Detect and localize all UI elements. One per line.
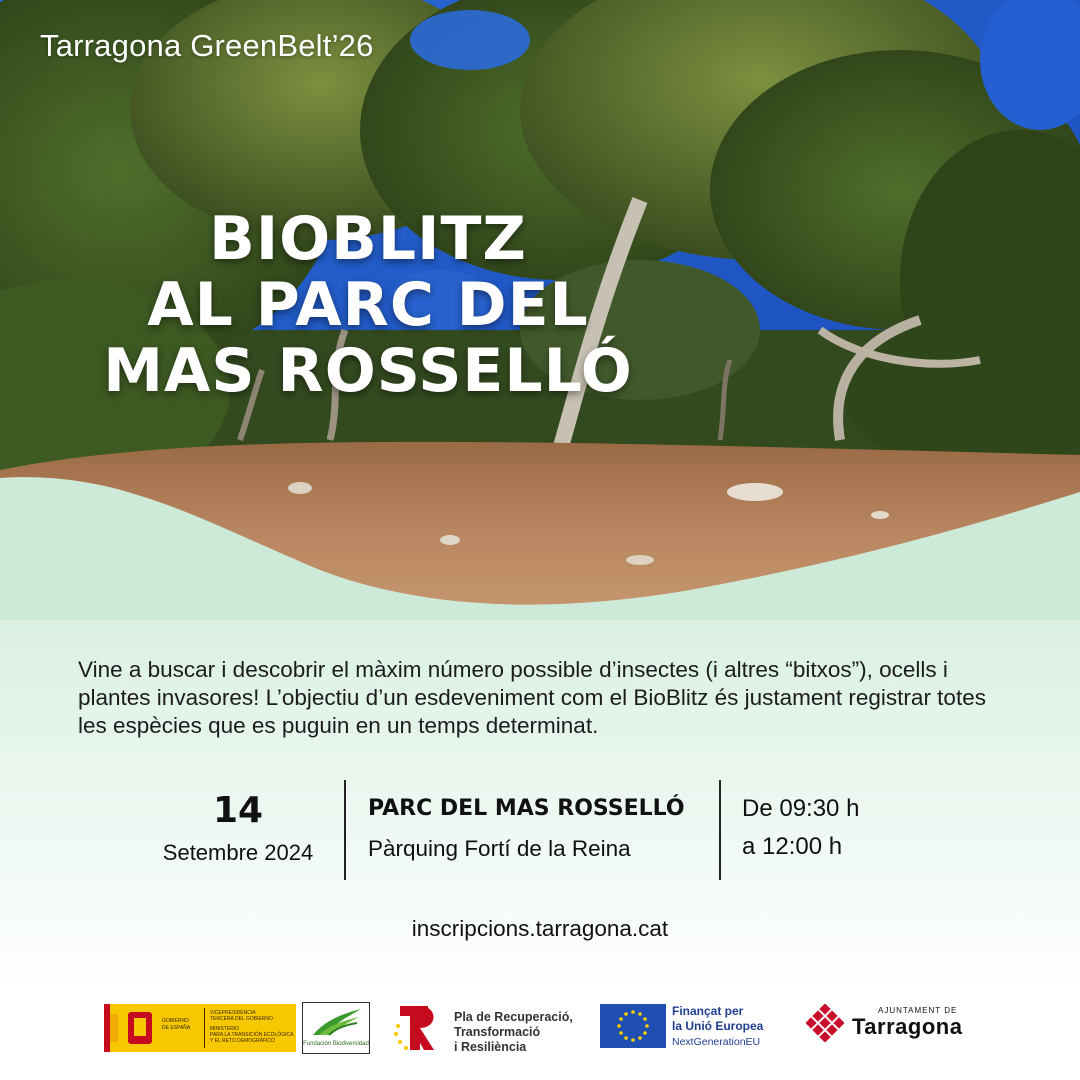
registration-link[interactable]: inscripcions.tarragona.cat: [411, 916, 669, 941]
event-month-year: Setembre 2024: [162, 840, 314, 865]
event-time-from: De 09:30 h: [742, 795, 860, 822]
eu-line-1: Finançat per: [672, 1004, 744, 1018]
gobierno-text-top: GOBIERNO: [162, 1018, 189, 1024]
eu-flag-icon: [600, 1004, 666, 1048]
gobierno-line-4: PARA LA TRANSICIÓN ECOLÓGICA: [210, 1032, 294, 1038]
divider-left: [344, 780, 346, 880]
eu-line-2: la Unió Europea: [672, 1019, 764, 1033]
prtr-logo: [390, 1002, 590, 1058]
gobierno-line-3: MINISTERIO: [210, 1026, 240, 1032]
prtr-line-1: Pla de Recuperació,: [454, 1010, 573, 1024]
gobierno-line-5: Y EL RETO DEMOGRÁFICO: [210, 1038, 275, 1044]
ajuntament-emblem-icon: [806, 1004, 844, 1042]
gobierno-line-1: VICEPRESIDENCIA: [210, 1010, 256, 1016]
ajuntament-small-text: AJUNTAMENT DE: [878, 1006, 958, 1015]
gobierno-logo: [104, 1004, 296, 1052]
event-title: [68, 206, 668, 404]
divider-right: [719, 780, 721, 880]
gobierno-emblem-icon: [104, 1004, 296, 1052]
brand-title: Tarragona GreenBelt’26: [40, 28, 374, 63]
grass-icon: [303, 1003, 369, 1039]
eu-line-3: NextGenerationEU: [672, 1036, 761, 1048]
gobierno-text-bottom: DE ESPAÑA: [162, 1025, 191, 1031]
event-day: 14: [212, 790, 264, 831]
title-line-1: BIOBLITZ: [209, 204, 527, 274]
sponsor-logos: [0, 996, 1080, 1056]
title-line-2: AL PARC DEL: [147, 270, 589, 340]
fundacion-biodiversidad-logo: [302, 1002, 370, 1054]
fundacion-text: Fundación Biodiversidad: [303, 1041, 369, 1047]
prtr-text: [454, 1010, 573, 1055]
prtr-emblem-icon: [390, 1002, 444, 1054]
event-time-to: a 12:00 h: [742, 833, 843, 860]
event-place-detail: Pàrquing Fortí de la Reina: [368, 836, 631, 861]
gobierno-line-2: TERCERA DEL GOBIERNO: [210, 1016, 273, 1022]
ajuntament-logo: [806, 1004, 986, 1060]
prtr-line-3: i Resiliència: [454, 1040, 527, 1054]
eu-logo: [600, 1004, 780, 1060]
title-line-3: MAS ROSSELLÓ: [103, 336, 633, 406]
ajuntament-name: Tarragona: [852, 1014, 963, 1039]
prtr-line-2: Transformació: [454, 1025, 541, 1039]
event-description: Vine a buscar i descobrir el màxim número possible d’insectes (i altres “bitxos”), ocells i plantes invasores! L’objectiu d’un esdeveniment com el BioBlitz és justament registrar totes les espècies que es puguin en un temps determinat.: [78, 657, 986, 738]
event-place: PARC DEL MAS ROSSELLÓ: [368, 796, 685, 821]
